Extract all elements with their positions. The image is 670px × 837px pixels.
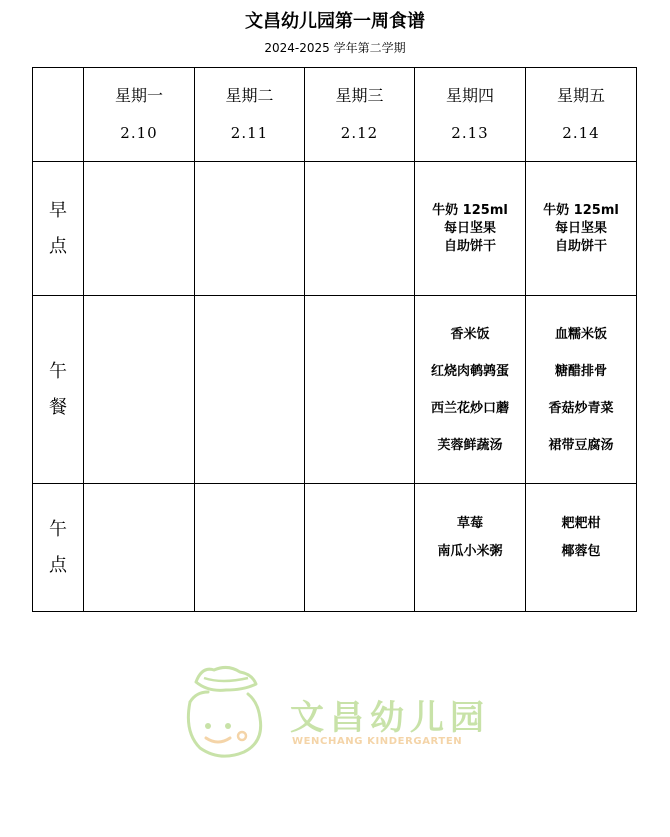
row-label-char: 餐	[49, 396, 67, 418]
menu-item: 血糯米饭	[554, 326, 607, 342]
row-label-char: 点	[49, 235, 67, 257]
afternoon-snack-row	[33, 484, 637, 612]
menu-item: 西兰花炒口蘑	[430, 400, 509, 416]
logo-english-name: WENCHANG KINDERGARTEN	[292, 736, 463, 747]
row-label-char: 午	[49, 360, 67, 382]
menu-item: 自助饼干	[443, 238, 496, 254]
menu-item: 每日坚果	[443, 220, 496, 236]
menu-cell-fri-breakfast	[526, 162, 637, 296]
day-name: 星期五	[556, 86, 605, 105]
lunch-row	[33, 296, 637, 484]
menu-item: 牛奶 125ml	[432, 202, 508, 218]
menu-item: 南瓜小米粥	[437, 544, 503, 559]
menu-cell-wed-afternoon	[305, 484, 415, 612]
menu-cell-wed-breakfast	[305, 162, 415, 296]
menu-cell-mon-lunch	[84, 296, 195, 484]
menu-cell-tue-lunch	[195, 296, 305, 484]
day-date: 2.11	[230, 124, 269, 142]
day-date: 2.10	[120, 124, 158, 142]
menu-item: 每日坚果	[554, 220, 607, 236]
menu-cell-thu-lunch	[415, 296, 526, 484]
menu-cell-wed-lunch	[305, 296, 415, 484]
row-label-char: 早	[49, 199, 67, 221]
day-header-wed	[305, 68, 415, 162]
menu-cell-fri-lunch	[526, 296, 637, 484]
day-date: 2.13	[451, 124, 489, 142]
menu-cell-mon-breakfast	[84, 162, 195, 296]
day-date: 2.14	[562, 124, 600, 142]
day-name: 星期一	[114, 86, 163, 105]
row-label-lunch	[33, 296, 84, 484]
day-header-tue	[195, 68, 305, 162]
menu-item: 耙耙柑	[561, 516, 601, 531]
semester-subtitle: 2024-2025 学年第二学期	[264, 41, 406, 55]
menu-item: 芙蓉鲜蔬汤	[437, 437, 503, 453]
menu-cell-thu-afternoon	[415, 484, 526, 612]
kindergarten-logo	[178, 662, 498, 762]
menu-item: 红烧肉鹌鹑蛋	[430, 363, 509, 379]
menu-item: 香米饭	[450, 326, 490, 342]
day-name: 星期四	[445, 86, 494, 105]
row-label-char: 午	[49, 518, 67, 540]
logo-chinese-name: 文昌幼儿园	[290, 698, 490, 738]
weekly-menu-table	[32, 67, 637, 612]
menu-cell-tue-breakfast	[195, 162, 305, 296]
day-name: 星期二	[225, 86, 274, 105]
menu-item: 香菇炒青菜	[548, 400, 614, 416]
row-label-afternoon	[33, 484, 84, 612]
menu-cell-mon-afternoon	[84, 484, 195, 612]
day-header-fri	[526, 68, 637, 162]
corner-cell	[33, 68, 84, 162]
page-title: 文昌幼儿园第一周食谱	[245, 11, 425, 32]
menu-item: 自助饼干	[554, 238, 607, 254]
header-row	[33, 68, 637, 162]
day-header-thu	[415, 68, 526, 162]
menu-item: 裙带豆腐汤	[548, 437, 614, 453]
day-date: 2.12	[340, 124, 379, 142]
menu-item: 椰蓉包	[561, 544, 601, 559]
row-label-breakfast	[33, 162, 84, 296]
menu-cell-fri-afternoon	[526, 484, 637, 612]
breakfast-row	[33, 162, 637, 296]
menu-cell-thu-breakfast	[415, 162, 526, 296]
day-header-mon	[84, 68, 195, 162]
day-name: 星期三	[335, 86, 384, 105]
child-face-logo-icon	[178, 662, 278, 762]
row-label-char: 点	[49, 554, 67, 576]
menu-cell-tue-afternoon	[195, 484, 305, 612]
menu-item: 草莓	[456, 516, 483, 531]
menu-item: 牛奶 125ml	[543, 202, 619, 218]
menu-item: 糖醋排骨	[554, 363, 607, 379]
